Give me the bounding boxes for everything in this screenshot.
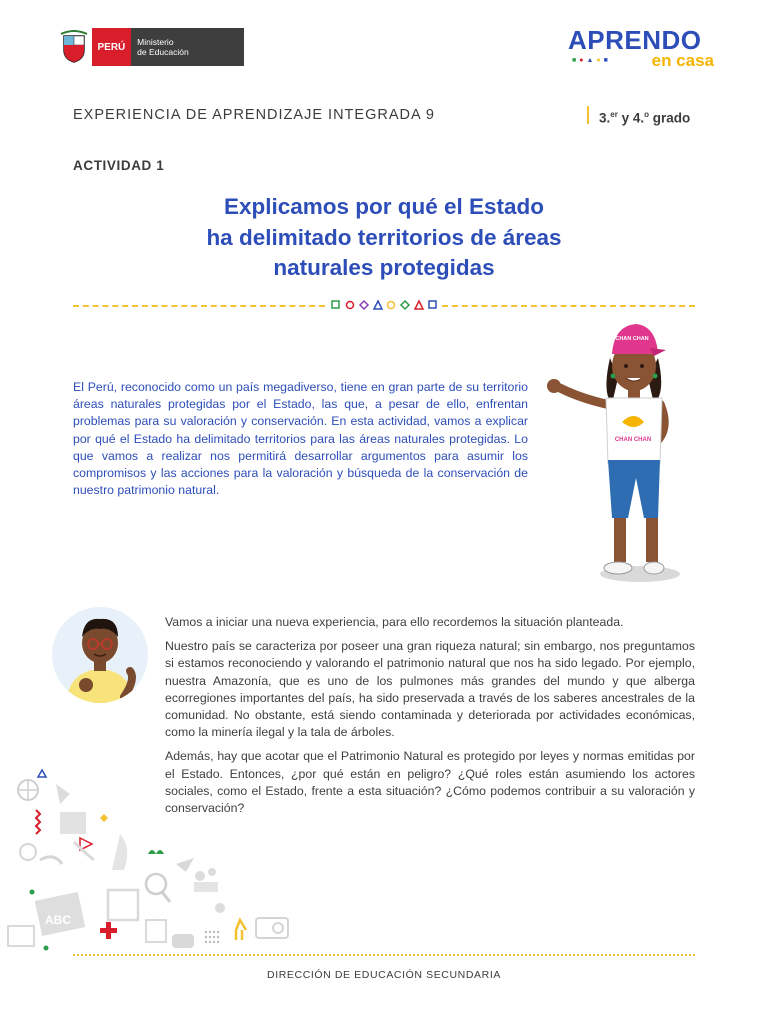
divider-left (73, 305, 325, 307)
aprendo-en-casa-logo (568, 26, 718, 72)
title-line: ha delimitado territorios de áreas (206, 224, 562, 250)
shapes-icon (330, 298, 438, 312)
peru-label: PERÚ (92, 28, 132, 66)
cap-text: CHAN CHAN (615, 336, 649, 342)
abc-text: ABC (45, 913, 71, 927)
body-paragraph: Además, hay que acotar que el Patrimonio Natural es protegido por leyes y normas emitidas por el Estado. Entonces, ¿por qué están en peligro? ¿Qué roles están asumiendo los actores sociales, como el Estado, frente a esta situación? ¿Cómo podemos contribuir a su valoración y conservación? (165, 749, 695, 816)
body-paragraph: Nuestro país se caracteriza por poseer una gran riqueza natural; sin embargo, nos preguntamos si estamos reconociendo y valorando el patrimonio natural que nos ha sido legado. Por ejemplo, nuestra Amazonía, que es uno de los pulmones más grandes del mundo y que alberga ecorregiones importantes del país, ha sido preservada a través de los saberes ancestrales de la comunidad. No obstante, está siendo contaminada y deteriorada por actividades económicas, como la minería ilegal y la tala de árboles. (165, 639, 695, 740)
footer-text: DIRECCIÓN DE EDUCACIÓN SECUNDARIA (267, 969, 501, 981)
activity-label: ACTIVIDAD 1 (73, 158, 165, 173)
title-line: naturales protegidas (273, 255, 495, 280)
divider-shapes (330, 298, 438, 312)
brand-shapes-icon: ■●▲●■ (572, 57, 611, 64)
body-paragraph: Vamos a iniciar una nueva experiencia, para ello recordemos la situación planteada. (165, 615, 624, 629)
grade-label: 3.$^{er}$ y 4.$^o$ grado (587, 106, 690, 124)
divider-right (442, 305, 695, 307)
footer-divider (73, 954, 695, 956)
experience-title: EXPERIENCIA DE APRENDIZAJE INTEGRADA 9 (73, 107, 435, 123)
decorative-icon-collage (0, 760, 300, 960)
page-title (100, 192, 668, 284)
girl-illustration (540, 318, 700, 588)
ministry-label: Ministerio de Educación (131, 28, 244, 66)
coat-of-arms-icon (58, 28, 90, 66)
shirt-text: CHAN CHAN (614, 437, 652, 443)
brand-top: APRENDO (568, 25, 702, 55)
government-logo (58, 28, 244, 66)
boy-avatar (50, 605, 150, 705)
intro-paragraph: El Perú, reconocido como un país megadiverso, tiene en gran parte de su territorio áreas naturales protegidas por el Estado, las que, a pesar de ello, enfrentan problemas para su valoración y conservación. En esta actividad, vamos a explicar por qué el Estado ha delimitado territorios para las áreas naturales protegidas. Lo que vamos a realizar nos permitirá desarrollar argumentos para asumir los compromisos y las acciones para la valoración y búsqueda de la conservación de nuestro patrimonio natural. (73, 380, 528, 498)
brand-bottom: en casa (651, 51, 714, 70)
title-line: Explicamos por qué el Estado (223, 194, 545, 219)
